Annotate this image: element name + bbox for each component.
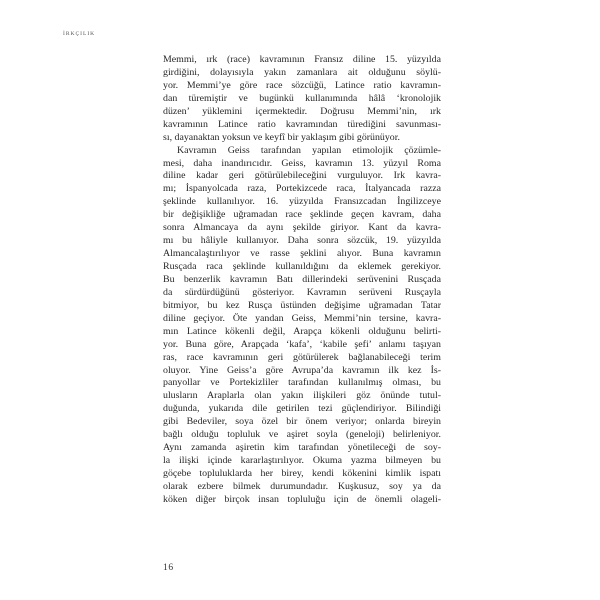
text-line: da sürdürdüğünü gösteriyor. Kavramın serüveni Rusçayla (163, 286, 441, 298)
page-number: 16 (163, 563, 174, 573)
text-line: bir değişikliğe uğramadan race şeklinde geçen kavram, daha (163, 209, 441, 221)
text-line: mı bu hâliyle kullanıyor. Daha sonra sözcük, 19. yüzyılda (163, 235, 441, 247)
text-line: köken diğer birçok insan topluluğu için de önemli olageli- (163, 493, 441, 505)
text-line: la ilişki içinde kararlaştırılıyor. Okuma yazma bilmeyen bu (163, 455, 441, 467)
running-head: İRKÇILIK (63, 31, 96, 37)
text-line: Memmi, ırk (race) kavramının Fransız diline 15. yüzyılda (163, 54, 441, 65)
text-line: Kavramın Geiss tarafından yapılan etimolojik çözümle- (177, 144, 441, 156)
text-line: Rusçada raca şeklinde kullanıldığını da eklemek gerekiyor. (163, 261, 441, 272)
text-line: Almancalaştırılıyor ve rasse şeklini alıyor. Buna kavramın (163, 248, 441, 260)
text-line: dan türemiştir ve bugünkü kullanımında hâlâ ‘kronolojik (163, 92, 441, 104)
text-line: ulusların Araplarla olan yakın ilişkileri göz önünde tutul- (163, 390, 441, 402)
text-line: girdiğini, dolayısıyla yakın zamanlara ait olduğunu söylü- (163, 66, 441, 78)
text-line: yor. Memmi’ye göre race sözcüğü, Latince ratio kavramın- (163, 79, 441, 91)
text-line: sonra Almancaya da aynı şekilde giriyor. Kant da kavra- (163, 222, 441, 234)
text-line: mesi, daha inandırıcıdır. Geiss, kavramın 13. yüzyıl Roma (163, 157, 441, 169)
text-line: Bu benzerlik kavramın Batı dillerindeki serüvenini Rusçada (163, 273, 441, 285)
text-line: şeklinde kullanılıyor. 16. yüzyılda Fransızcadan İngilizceye (163, 196, 441, 208)
text-line: mın Latince kökenli değil, Arapça kökenli olduğunu belirti- (163, 325, 441, 337)
text-line: panyollar ve Portekizliler tarafından kullanılmış olması, bu (163, 377, 441, 389)
text-line: yor. Buna göre, Arapçada ‘kafa’, ‘kabile şefi’ anlamı taşıyan (163, 338, 441, 350)
text-line: gibi Bedeviler, soya özel bir önem veriyor; onlarda bireyin (163, 416, 441, 428)
text-line: olarak ezbere bilmek durumundadır. Kuşkusuz, soy ya da (163, 480, 441, 492)
text-line: göçebe topluluklarda her birey, kendi kökenini kimlik ispatı (163, 468, 441, 479)
text-line: oluyor. Yine Geiss’a göre Avrupa’da kavramın ilk kez İs- (163, 364, 441, 376)
text-line: bitmiyor, bu kez Rusça üstünden değişime uğramadan Tatar (163, 299, 441, 311)
text-line: düzen’ yüklemini içermektedir. Doğrusu Memmi’nin, ırk (163, 105, 441, 117)
text-line: diline kadar geri götürülebileceğini vurguluyor. Irk kavra- (163, 170, 441, 182)
text-line: ras, race kavramının geri götürülerek bağlanabileceği terim (163, 351, 441, 363)
text-line: bağlı olduğu topluluk ve aşiret soyla (geneloji) belirleniyor. (163, 429, 441, 441)
text-line: kavramının Latince ratio kavramından türediğini savunması- (163, 118, 441, 130)
body-text (163, 54, 441, 507)
text-line: diline geçiyor. Öte yandan Geiss, Memmi’nin tersine, kavra- (163, 312, 441, 324)
text-line: Aynı zamanda aşiretin kim tarafından yönetileceği de soy- (163, 442, 441, 454)
text-line: sı, dayanaktan yoksun ve keyfî bir yaklaşım gibi görünüyor. (163, 131, 400, 143)
text-line: mı; İspanyolcada raza, Portekizcede raca, İtalyancada razza (163, 183, 441, 195)
text-line: duğunda, yukarıda dile getirilen tezi güçlendiriyor. Bilindiği (163, 403, 441, 415)
